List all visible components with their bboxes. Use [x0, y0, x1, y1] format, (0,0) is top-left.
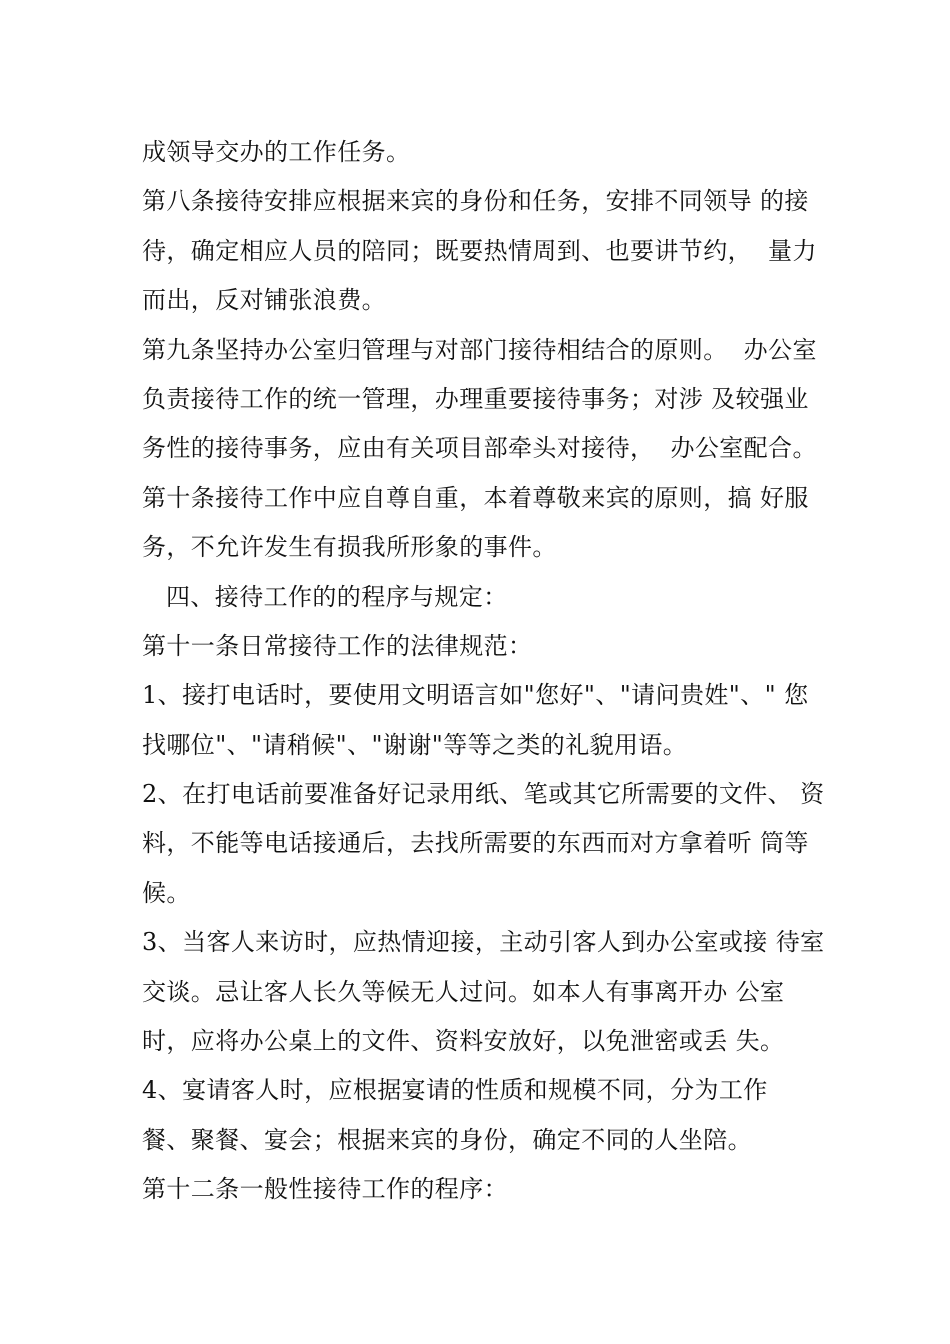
article-12-heading: 第十二条一般性接待工作的程序：	[142, 1175, 508, 1204]
section-heading: 四、接待工作的的程序与规定：	[166, 582, 508, 611]
article-8-line: 第八条接待安排应根据来宾的身份和任务，安排不同领导 的接	[142, 187, 809, 216]
paragraph-line: 成领导交办的工作任务。	[142, 138, 411, 166]
article-10-line: 务，不允许发生有损我所形象的事件。	[142, 533, 557, 562]
item-3-line: 交谈。忌让客人长久等候无人过问。如本人有事离开办 公室	[142, 977, 785, 1006]
item-3-line: 3、当客人来访时，应热情迎接，主动引客人到办公室或接 待室	[142, 928, 825, 957]
document-body	[142, 128, 842, 1215]
article-11-heading: 第十一条日常接待工作的法律规范：	[142, 631, 533, 660]
item-2-line: 2、在打电话前要准备好记录用纸、笔或其它所需要的文件、 资	[142, 780, 825, 809]
item-4-line: 餐、聚餐、宴会；根据来宾的身份，确定不同的人坐陪。	[142, 1125, 752, 1154]
item-4-line: 4、宴请客人时，应根据宴请的性质和规模不同，分为工作	[142, 1076, 768, 1105]
item-2-line: 料，不能等电话接通后，去找所需要的东西而对方拿着听 筒等	[142, 829, 809, 858]
article-8-line: 待，确定相应人员的陪同；既要热情周到、也要讲节约， 量力	[142, 236, 817, 265]
item-1-line: 1、接打电话时，要使用文明语言如"您好"、"请问贵姓"、" 您	[142, 681, 809, 710]
article-9-line: 务性的接待事务，应由有关项目部牵头对接待， 办公室配合。	[142, 434, 817, 463]
item-2-line: 候。	[142, 878, 191, 907]
article-8-line: 而出，反对铺张浪费。	[142, 286, 386, 315]
article-9-line: 第九条坚持办公室归管理与对部门接待相结合的原则。 办公室	[142, 335, 817, 364]
item-3-line: 时，应将办公桌上的文件、资料安放好，以免泄密或丢 失。	[142, 1027, 785, 1056]
article-9-line: 负责接待工作的统一管理，办理重要接待事务；对涉 及较强业	[142, 384, 809, 413]
article-10-line: 第十条接待工作中应自尊自重，本着尊敬来宾的原则，搞 好服	[142, 483, 809, 512]
item-1-line: 找哪位"、"请稍候"、"谢谢"等等之类的礼貌用语。	[142, 730, 688, 759]
